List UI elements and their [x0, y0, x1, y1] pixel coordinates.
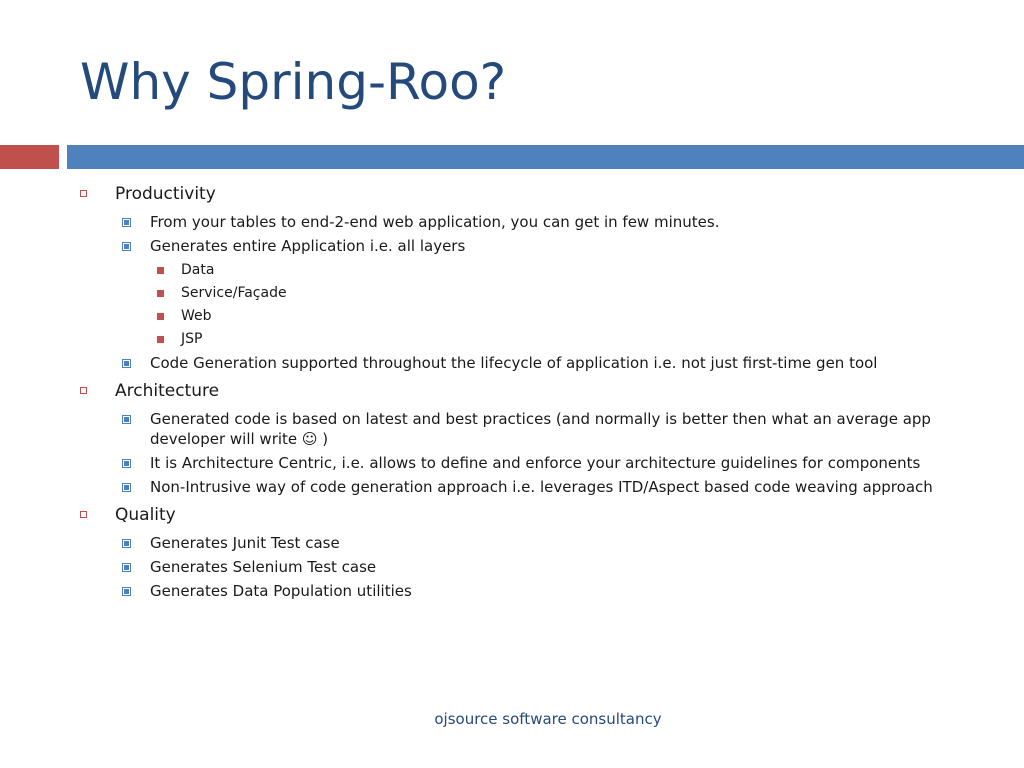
list-item: [0, 581, 1024, 601]
sub-list-item: [0, 260, 1024, 280]
list-item-text: Generates Data Population utilities: [150, 582, 412, 600]
sub-list-item: [0, 329, 1024, 349]
filled-square-bullet-icon: [157, 313, 164, 320]
boxed-square-bullet-icon: [122, 539, 131, 548]
list-item: [0, 453, 1024, 473]
list-item-text: Generates Selenium Test case: [150, 558, 377, 576]
boxed-square-bullet-icon: [122, 415, 131, 424]
section-quality: [0, 501, 1024, 529]
boxed-square-bullet-icon: [122, 242, 131, 251]
boxed-square-bullet-icon: [122, 459, 131, 468]
list-item: [0, 477, 1024, 497]
sub-list-item-text: Data: [181, 262, 215, 278]
sub-list-item-text: JSP: [181, 331, 203, 347]
hollow-square-bullet-icon: [80, 387, 87, 394]
sub-list-item-text: Service/Façade: [181, 285, 287, 301]
list-item-text: Non-Intrusive way of code generation approach i.e. leverages ITD/Aspect based code weaving approach: [150, 478, 933, 496]
filled-square-bullet-icon: [157, 267, 164, 274]
list-item-text: Generates Junit Test case: [150, 534, 340, 552]
slide-title: Why Spring-Roo?: [80, 53, 507, 111]
list-item: [0, 533, 1024, 553]
list-item-text: From your tables to end-2-end web application, you can get in few minutes.: [150, 213, 720, 231]
section-heading: Quality: [115, 505, 176, 525]
list-item-text: Generated code is based on latest and best practices (and normally is better then what an average app developer will write ☺ ): [150, 410, 931, 448]
accent-bar-blue: [67, 145, 1024, 169]
sub-list-item: [0, 283, 1024, 303]
section-productivity: [0, 180, 1024, 208]
list-item: [0, 409, 1024, 449]
filled-square-bullet-icon: [157, 336, 164, 343]
hollow-square-bullet-icon: [80, 511, 87, 518]
boxed-square-bullet-icon: [122, 587, 131, 596]
boxed-square-bullet-icon: [122, 563, 131, 572]
section-heading: Architecture: [115, 381, 220, 401]
list-item: [0, 557, 1024, 577]
list-item: [0, 353, 1024, 373]
section-heading: Productivity: [115, 184, 216, 204]
slide-footer: ojsource software consultancy: [434, 710, 662, 728]
list-item-text: Generates entire Application i.e. all layers: [150, 237, 466, 255]
boxed-square-bullet-icon: [122, 483, 131, 492]
list-item: [0, 212, 1024, 232]
list-item: [0, 236, 1024, 256]
slide-content: [0, 180, 1024, 605]
boxed-square-bullet-icon: [122, 218, 131, 227]
list-item-text: It is Architecture Centric, i.e. allows to define and enforce your architecture guidelines for components: [150, 454, 921, 472]
hollow-square-bullet-icon: [80, 190, 87, 197]
sub-list-item: [0, 306, 1024, 326]
accent-bar-red: [0, 145, 59, 169]
boxed-square-bullet-icon: [122, 359, 131, 368]
list-item-text: Code Generation supported throughout the lifecycle of application i.e. not just first-time gen tool: [150, 354, 878, 372]
sub-list-item-text: Web: [181, 308, 212, 324]
filled-square-bullet-icon: [157, 290, 164, 297]
section-architecture: [0, 377, 1024, 405]
